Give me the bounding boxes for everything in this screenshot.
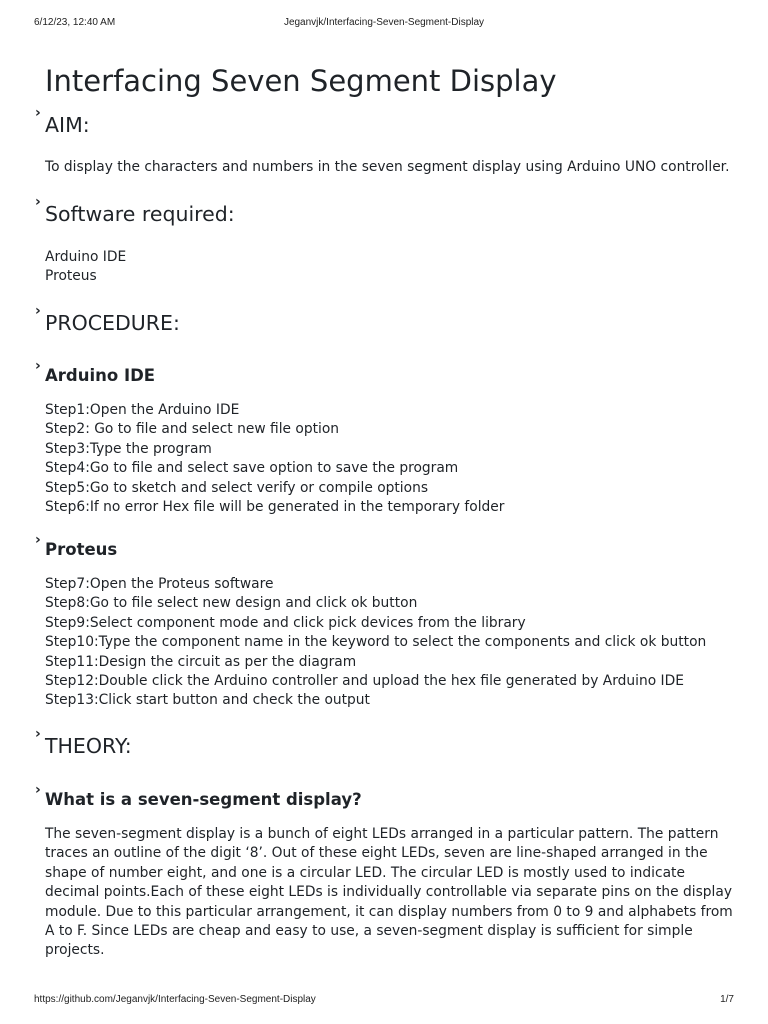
print-url[interactable]: https://github.com/Jeganvjk/Interfacing-Seven-Segment-Display <box>34 994 316 1005</box>
link-chevron-icon[interactable]: › <box>35 358 41 374</box>
list-item: Step9:Select component mode and click pick devices from the library <box>45 614 526 631</box>
theory-paragraph <box>45 825 733 961</box>
software-list <box>45 248 126 287</box>
paragraph-line: module. Due to this particular arrangement, it can display numbers from 0 to 9 and alphabets from <box>45 903 733 920</box>
heading-what-is-seven-segment <box>35 782 362 811</box>
list-item: Step10:Type the component name in the keyword to select the components and click ok button <box>45 634 707 651</box>
list-item: Step7:Open the Proteus software <box>45 576 274 592</box>
heading-procedure <box>35 303 180 336</box>
heading-proteus <box>35 532 118 561</box>
link-chevron-icon[interactable]: › <box>35 194 41 210</box>
print-datetime: 6/12/23, 12:40 AM <box>34 17 116 28</box>
list-item: Step5:Go to sketch and select verify or compile options <box>45 479 429 496</box>
heading-theory <box>35 726 132 759</box>
paragraph-line: shape of number eight, and one is a circular LED. The circular LED is mostly used to indicate <box>45 864 685 881</box>
heading-arduino-ide <box>35 358 156 387</box>
print-footer <box>34 994 734 1008</box>
aim-text <box>45 158 729 177</box>
paragraph-line: A to F. Since LEDs are cheap and easy to use, a seven-segment display is sufficient for simple <box>45 923 693 940</box>
list-item: Step12:Double click the Arduino controller and upload the hex file generated by Arduino IDE <box>45 673 684 690</box>
heading-procedure-label: PROCEDURE: <box>45 311 180 335</box>
print-doc-title: Jeganvjk/Interfacing-Seven-Segment-Display <box>283 17 485 28</box>
heading-aim-label: AIM: <box>45 113 90 137</box>
paragraph-line: The seven-segment display is a bunch of eight LEDs arranged in a particular pattern. The pattern <box>45 826 719 842</box>
heading-what-is-label: What is a seven-segment display? <box>45 790 362 809</box>
list-item: Arduino IDE <box>45 249 127 265</box>
heading-proteus-label: Proteus <box>45 540 118 559</box>
list-item: Step4:Go to file and select save option to save the program <box>45 460 459 477</box>
heading-arduino-ide-label: Arduino IDE <box>45 366 156 385</box>
link-chevron-icon[interactable]: › <box>35 726 41 742</box>
heading-software-required <box>35 194 235 227</box>
print-header <box>34 17 734 31</box>
link-chevron-icon[interactable]: › <box>35 532 41 548</box>
heading-software-label: Software required: <box>45 202 235 226</box>
heading-theory-label: THEORY: <box>45 734 132 758</box>
paragraph-line: traces an outline of the digit ‘8’. Out of these eight LEDs, seven are line-shaped arranged in the <box>45 845 708 862</box>
list-item: Step6:If no error Hex file will be generated in the temporary folder <box>45 499 505 516</box>
list-item: Step13:Click start button and check the output <box>45 692 370 709</box>
arduino-ide-steps <box>45 401 504 517</box>
link-chevron-icon[interactable]: › <box>35 303 41 319</box>
list-item: Step3:Type the program <box>45 440 212 457</box>
link-chevron-icon[interactable]: › <box>35 105 41 121</box>
link-chevron-icon[interactable]: › <box>35 782 41 798</box>
list-item: Step11:Design the circuit as per the diagram <box>45 653 357 670</box>
proteus-steps <box>45 575 706 711</box>
list-item: Proteus <box>45 268 97 285</box>
paragraph-line: decimal points.Each of these eight LEDs is individually controllable via separate pins on the display <box>45 884 732 901</box>
paragraph-line: projects. <box>45 942 105 959</box>
heading-aim <box>35 105 90 138</box>
page-title: Interfacing Seven Segment Display <box>45 64 557 99</box>
list-item: Step8:Go to file select new design and click ok button <box>45 595 418 612</box>
list-item: Step2: Go to file and select new file option <box>45 421 340 438</box>
list-item: Step1:Open the Arduino IDE <box>45 402 240 418</box>
page-number: 1/7 <box>720 994 734 1005</box>
aim-text-line: To display the characters and numbers in the seven segment display using Arduino UNO controller. <box>45 159 730 175</box>
